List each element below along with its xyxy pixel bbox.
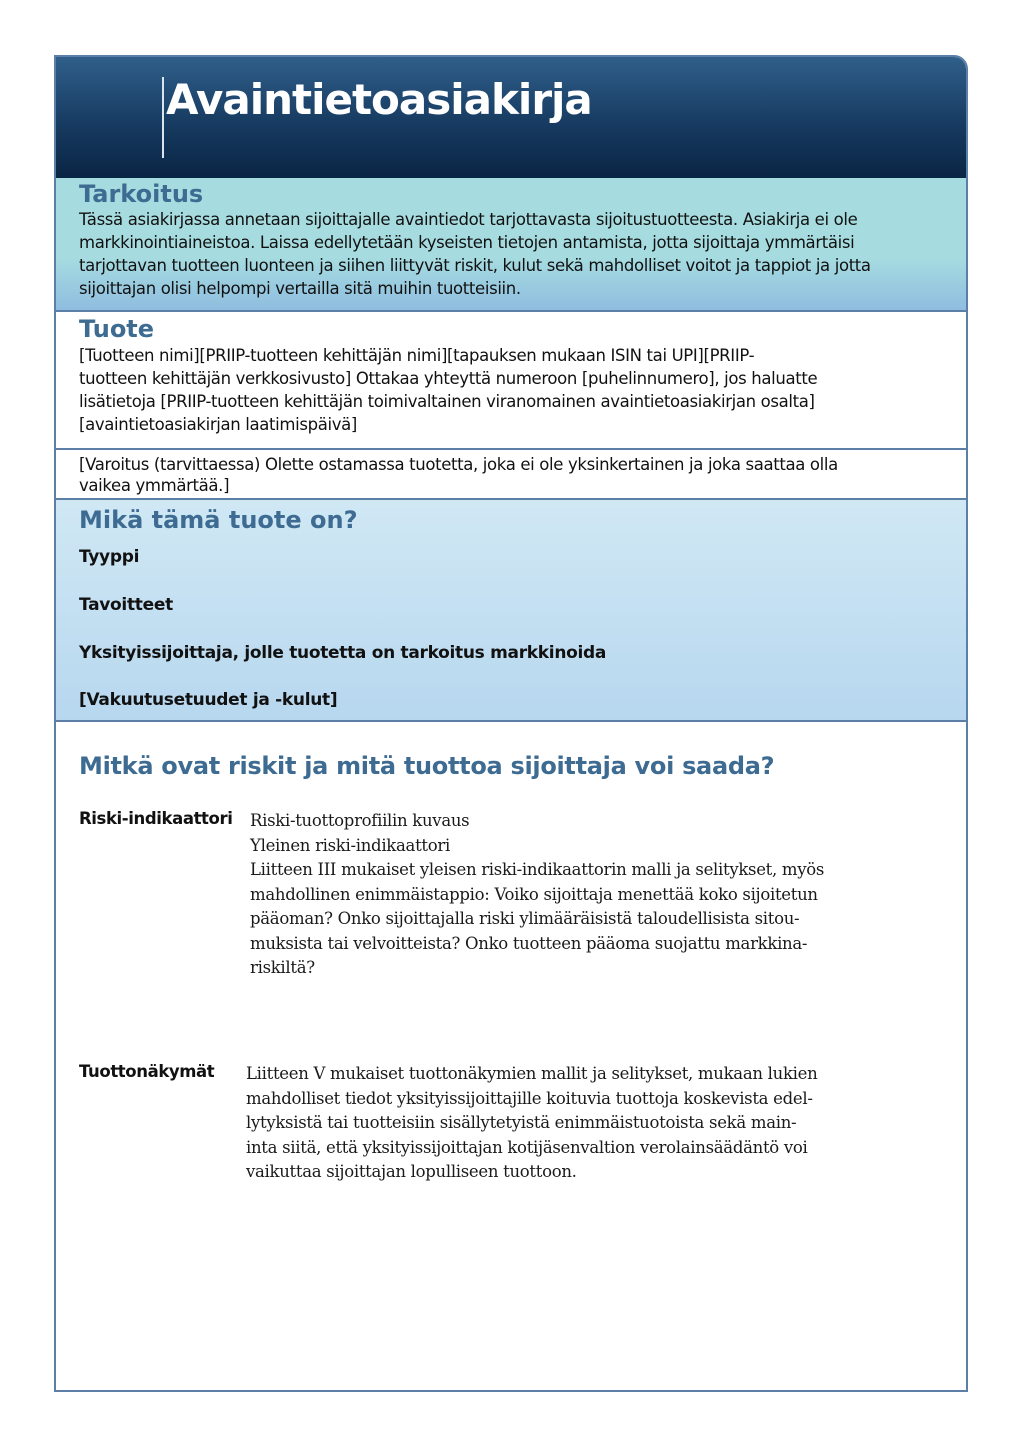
risk-indicator-text — [250, 809, 824, 981]
warning-line: vaikea ymmärtää.] — [79, 476, 230, 495]
objectives-label: Tavoitteet — [79, 595, 173, 615]
product-line: [Tuotteen nimi][PRIIP-tuotteen kehittäjän nimi][tapauksen mukaan ISIN tai UPI][PRIIP- — [79, 346, 755, 365]
product-line: [avaintietoasiakirjan laatimispäivä] — [79, 415, 357, 434]
target-investor-label: Yksityissijoittaja, jolle tuotetta on tarkoitus markkinoida — [79, 643, 607, 663]
return-line: vaikuttaa sijoittajan lopulliseen tuottoon. — [246, 1162, 577, 1181]
header-divider — [162, 77, 164, 158]
purpose-heading: Tarkoitus — [79, 180, 204, 208]
risk-line: pääoman? Onko sijoittajalla riski ylimääräisistä taloudellisista sitou- — [250, 909, 800, 928]
warning-text — [79, 454, 940, 496]
risks-heading: Mitkä ovat riskit ja mitä tuottoa sijoittaja voi saada? — [79, 752, 775, 780]
purpose-text — [79, 208, 940, 300]
return-line: mahdolliset tiedot yksityissijoittajille koituvia tuottoja koskevista edel- — [246, 1088, 813, 1108]
risk-line: Riski-tuottoprofiilin kuvaus — [250, 811, 470, 830]
document-title: Avaintietoasiakirja — [166, 75, 592, 124]
section-what-is-product — [56, 500, 966, 722]
risk-indicator-label: Riski-indikaattori — [79, 809, 233, 828]
risk-line: muksista tai velvoitteista? Onko tuotteen pääoma suojattu markkina- — [250, 933, 808, 953]
kid-document — [54, 55, 968, 1392]
return-scenarios-label: Tuottonäkymät — [79, 1062, 215, 1081]
warning-line: [Varoitus (tarvittaessa) Olette ostamassa tuotetta, joka ei ole yksinkertainen ja joka saattaa olla — [79, 455, 838, 474]
return-line: Liitteen V mukaiset tuottonäkymien mallit ja selitykset, mukaan lukien — [246, 1064, 818, 1083]
purpose-line: Tässä asiakirjassa annetaan sijoittajalle avaintiedot tarjottavasta sijoitustuotteesta. Asiakirja ei ole — [79, 210, 858, 229]
product-type-label: Tyyppi — [79, 547, 140, 567]
document-header — [56, 57, 966, 178]
section-product — [56, 312, 966, 450]
risk-line: riskiltä? — [250, 958, 315, 977]
product-heading: Tuote — [79, 315, 155, 343]
product-line: lisätietoja [PRIIP-tuotteen kehittäjän toimivaltainen viranomainen avaintietoasiakirjan osalta] — [79, 392, 815, 411]
section-warning — [56, 450, 966, 500]
purpose-line: tarjottavan tuotteen luonteen ja siihen liittyvät riskit, kulut sekä mahdolliset voitot ja tappiot ja jotta — [79, 256, 871, 275]
risk-line: mahdollinen enimmäistappio: Voiko sijoittaja menettää koko sijoitetun — [250, 884, 818, 904]
return-line: lytyksistä tai tuotteisiin sisällytetyistä enimmäistuotoista sekä main- — [246, 1113, 797, 1132]
return-scenarios-text — [246, 1062, 817, 1185]
purpose-line: markkinointiaineistoa. Laissa edellytetään kyseisten tietojen antamista, jotta sijoittaja ymmärtäisi — [79, 233, 855, 252]
what-is-product-heading: Mikä tämä tuote on? — [79, 506, 358, 534]
risk-line: Liitteen III mukaiset yleisen riski-indikaattorin malli ja selitykset, myös — [250, 860, 825, 879]
return-line: inta siitä, että yksityissijoittajan kotijäsenvaltion verolainsäädäntö voi — [246, 1137, 808, 1157]
product-line: tuotteen kehittäjän verkkosivusto] Ottakaa yhteyttä numeroon [puhelinnumero], jos haluatte — [79, 369, 818, 388]
insurance-benefits-label: [Vakuutusetuudet ja -kulut] — [79, 690, 338, 710]
section-purpose — [56, 178, 966, 312]
purpose-line: sijoittajan olisi helpompi vertailla sitä muihin tuotteisiin. — [79, 279, 521, 298]
risk-line: Yleinen riski-indikaattori — [250, 835, 450, 855]
product-text — [79, 344, 940, 436]
